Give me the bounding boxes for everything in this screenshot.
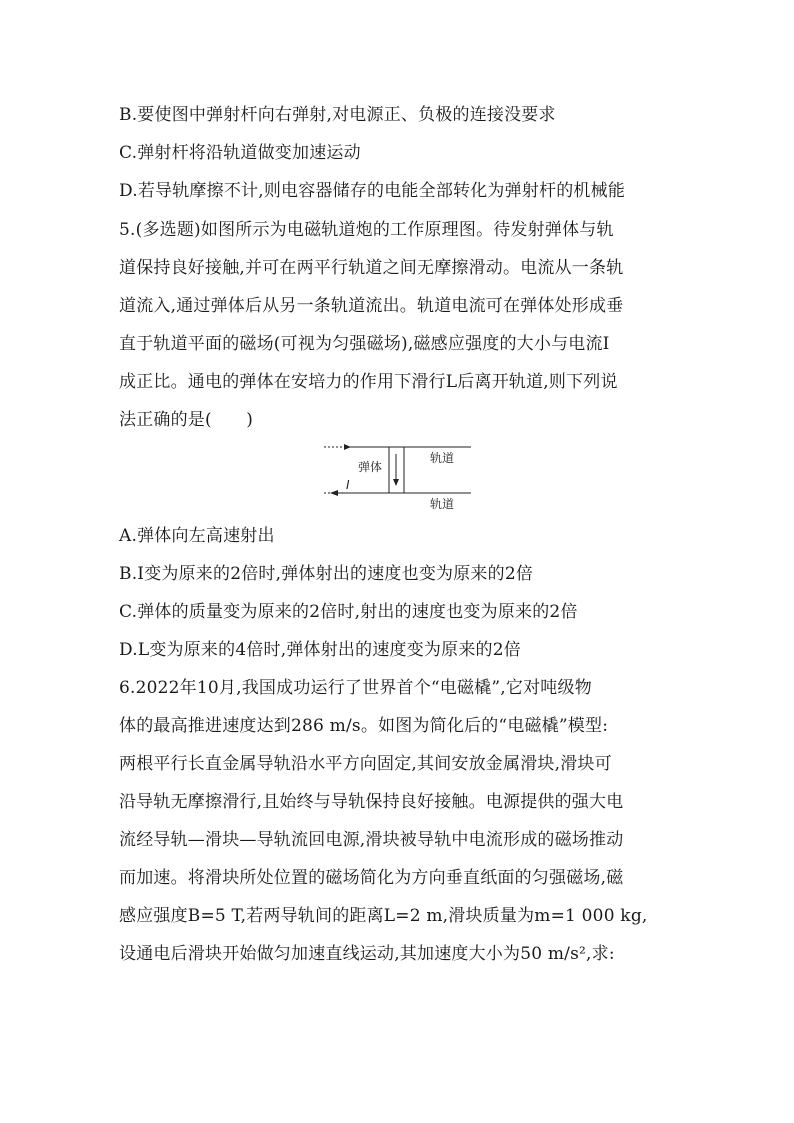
rail-top-label: 轨道 [430, 451, 455, 465]
option-line: C.弹射杆将沿轨道做变加速运动 [119, 143, 361, 163]
option-line: B.要使图中弹射杆向右弹射,对电源正、负极的连接没要求 [119, 105, 556, 125]
question-6-line: 6.2022年10月,我国成功运行了世界首个“电磁橇”,它对吨级物 [119, 678, 592, 698]
question-6-line: 感应强度B=5 T,若两导轨间的距离L=2 m,滑块质量为m=1 000 kg, [119, 906, 648, 926]
question-5-line: 法正确的是( ) [119, 410, 254, 430]
option-line: C.弹体的质量变为原来的2倍时,射出的速度也变为原来的2倍 [119, 602, 578, 622]
question-6-line: 而加速。将滑块所处位置的磁场简化为方向垂直纸面的匀强磁场,磁 [119, 868, 624, 888]
rail-gun-diagram [318, 438, 473, 510]
question-6-line: 流经导轨—滑块—导轨流回电源,滑块被导轨中电流形成的磁场推动 [119, 830, 624, 850]
question-5-line: 5.(多选题)如图所示为电磁轨道炮的工作原理图。待发射弹体与轨 [119, 220, 614, 240]
projectile-label: 弹体 [358, 460, 383, 474]
option-line: D.若导轨摩擦不计,则电容器储存的电能全部转化为弹射杆的机械能 [119, 181, 626, 201]
option-line: B.I变为原来的2倍时,弹体射出的速度也变为原来的2倍 [119, 564, 534, 584]
top-arrow-icon [344, 444, 351, 450]
question-6-line: 体的最高推进速度达到286 m/s。如图为简化后的“电磁橇”模型: [119, 716, 609, 736]
bottom-arrow-icon [330, 490, 338, 496]
question-5-line: 成正比。通电的弹体在安培力的作用下滑行L后离开轨道,则下列说 [119, 372, 618, 392]
current-label: I [346, 478, 350, 492]
question-6-line: 沿导轨无摩擦滑行,且始终与导轨保持良好接触。电源提供的强大电 [119, 792, 624, 812]
option-line: D.L变为原来的4倍时,弹体射出的速度变为原来的2倍 [119, 640, 521, 660]
rail-bottom-label: 轨道 [430, 497, 455, 510]
question-6-line: 两根平行长直金属导轨沿水平方向固定,其间安放金属滑块,滑块可 [119, 754, 612, 774]
question-5-line: 道流入,通过弹体后从另一条轨道流出。轨道电流可在弹体处形成垂 [119, 296, 624, 316]
question-5-line: 道保持良好接触,并可在两平行轨道之间无摩擦滑动。电流从一条轨 [119, 258, 624, 278]
option-line: A.弹体向左高速射出 [119, 526, 275, 546]
question-6-line: 设通电后滑块开始做匀加速直线运动,其加速度大小为50 m/s²,求: [119, 944, 615, 964]
question-5-line: 直于轨道平面的磁场(可视为匀强磁场),磁感应强度的大小与电流I [119, 334, 610, 354]
